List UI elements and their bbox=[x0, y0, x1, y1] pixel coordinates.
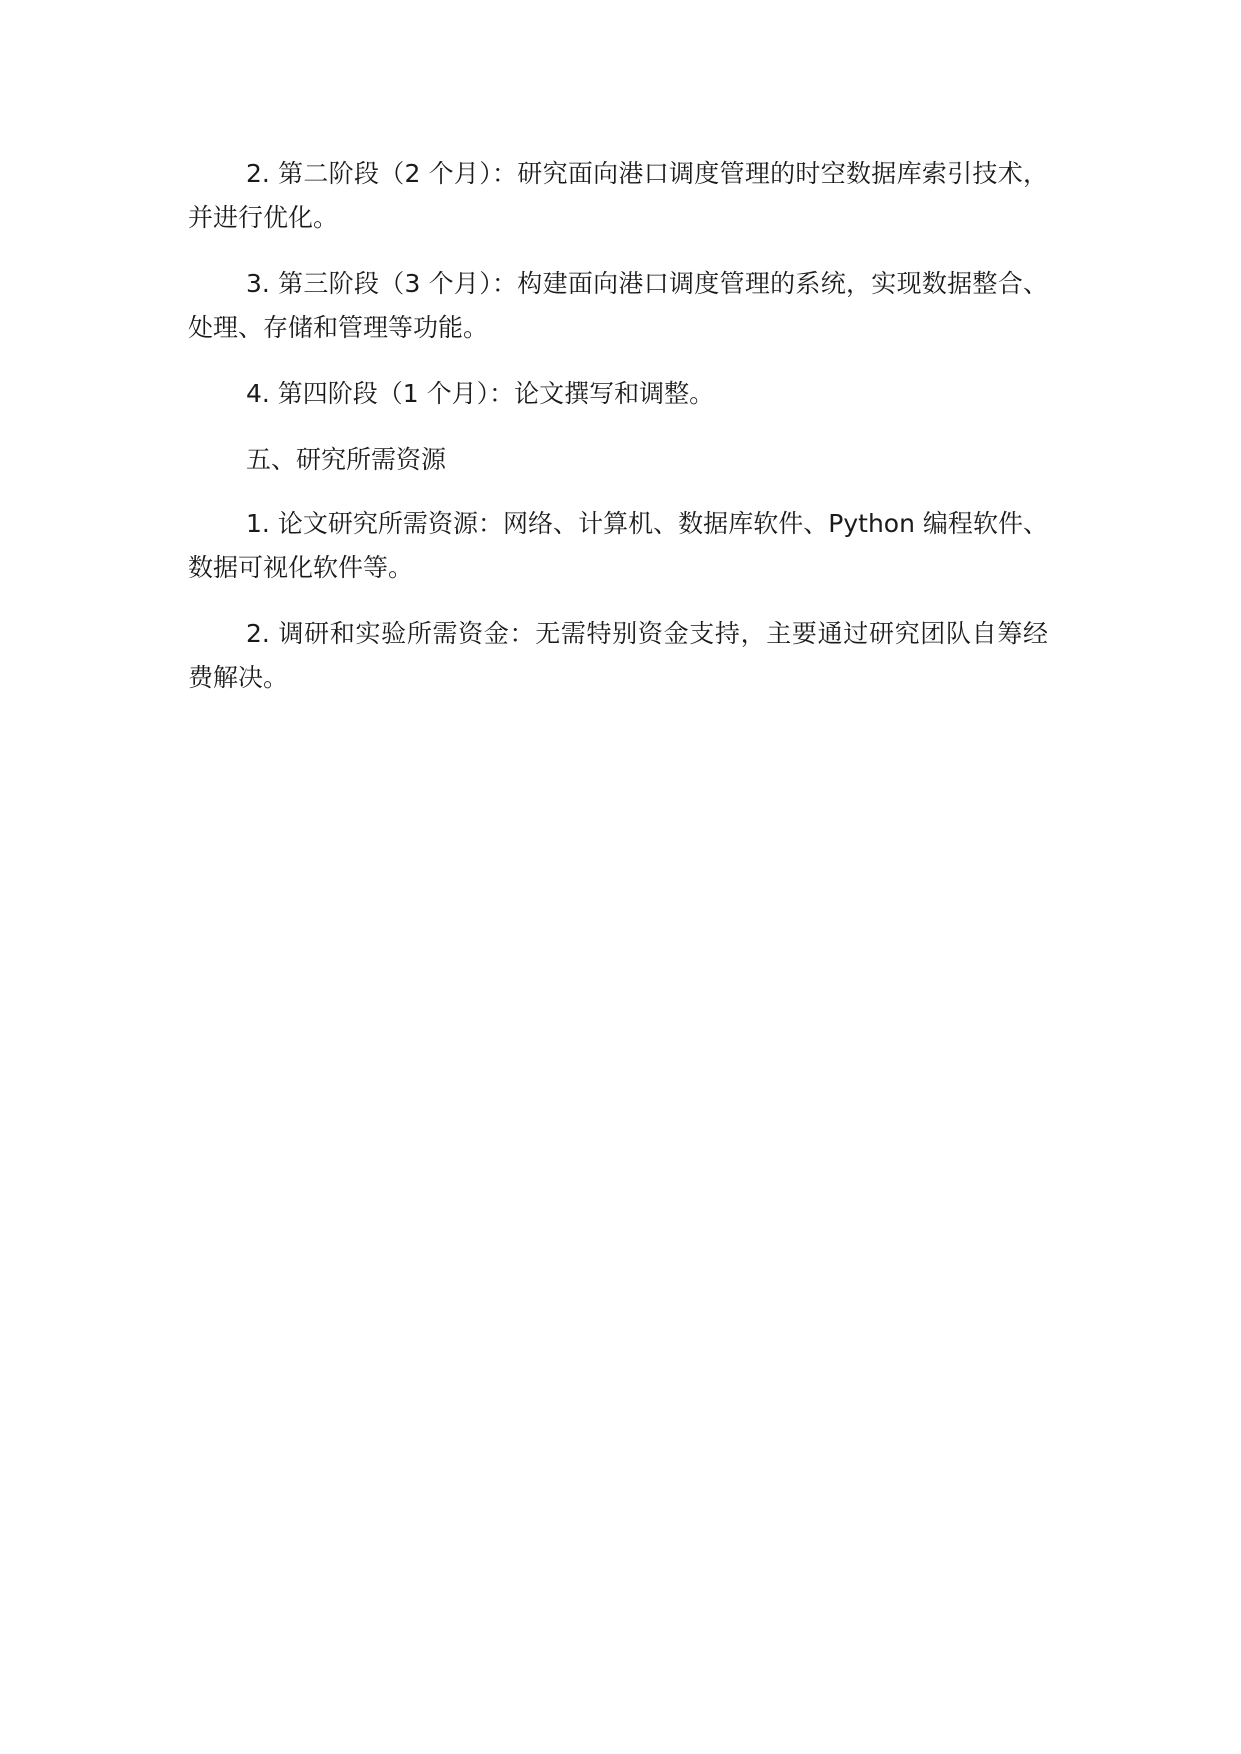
paragraph-resources-needed: 1. 论文研究所需资源：网络、计算机、数据库软件、Python 编程软件、数据可视化软件等。 bbox=[188, 509, 1048, 582]
paragraph-funding-needed: 2. 调研和实验所需资金：无需特别资金支持，主要通过研究团队自筹经费解决。 bbox=[188, 619, 1048, 692]
document-body bbox=[188, 152, 1048, 722]
paragraph-stage-three: 3. 第三阶段（3 个月）：构建面向港口调度管理的系统，实现数据整合、处理、存储和管理等功能。 bbox=[188, 269, 1048, 342]
section-heading-resources: 五、研究所需资源 bbox=[246, 445, 447, 474]
paragraph-stage-four: 4. 第四阶段（1 个月）：论文撰写和调整。 bbox=[246, 379, 715, 408]
paragraph-stage-two: 2. 第二阶段（2 个月）：研究面向港口调度管理的时空数据库索引技术，并进行优化。 bbox=[188, 159, 1048, 232]
